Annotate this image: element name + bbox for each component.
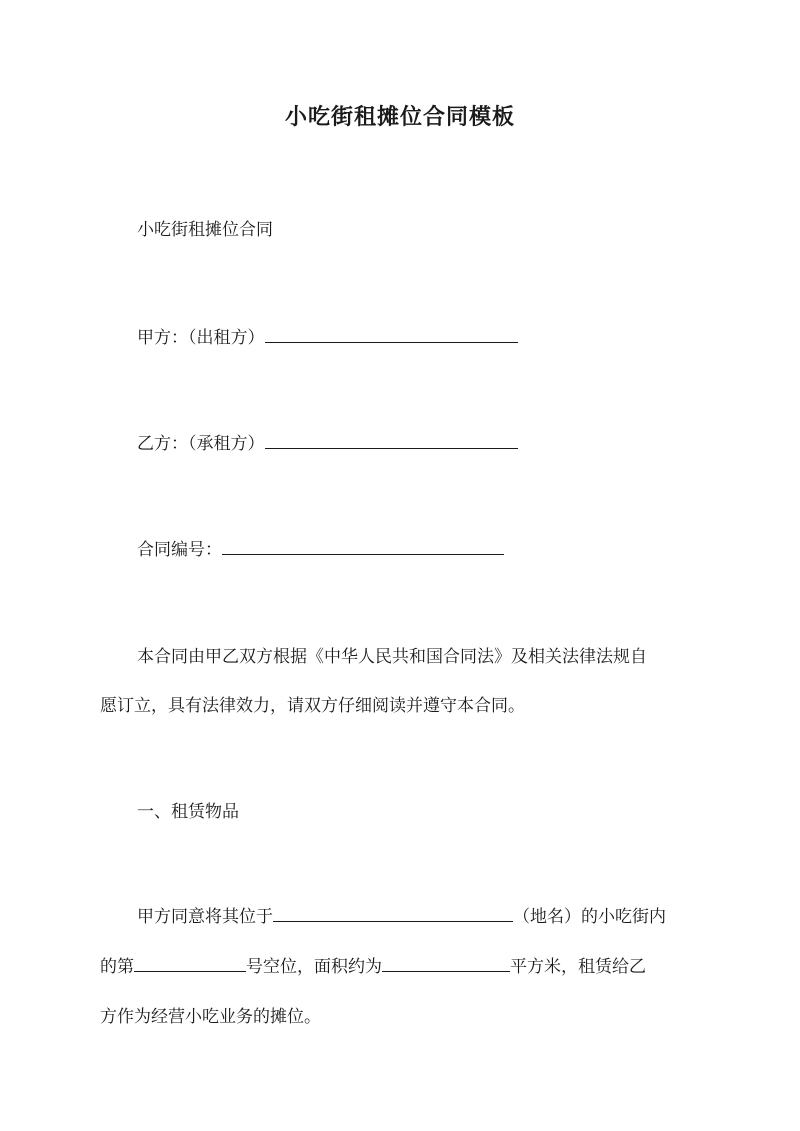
clause-1-text-4: 号空位，面积约为 <box>246 957 382 977</box>
clause-1-line-2 <box>100 955 646 979</box>
contract-number-line <box>137 538 504 562</box>
clause-1-line-1 <box>137 905 666 929</box>
clause-1-line-3 <box>100 1005 321 1029</box>
section-1-heading-text: 一、租赁物品 <box>137 802 239 822</box>
intro-line-2 <box>100 694 525 718</box>
party-b-label: 乙方：（承租方） <box>137 434 265 454</box>
contract-number-label: 合同编号： <box>137 540 222 560</box>
contract-number-blank[interactable] <box>222 538 504 555</box>
party-a-blank[interactable] <box>265 326 518 343</box>
section-1-heading <box>137 800 239 824</box>
contract-subtitle <box>137 218 273 242</box>
intro-line-1 <box>137 645 647 669</box>
clause-1-text-6: 方作为经营小吃业务的摊位。 <box>100 1007 321 1027</box>
location-blank[interactable] <box>273 905 513 922</box>
clause-1-text-5: 平方米，租赁给乙 <box>510 957 646 977</box>
clause-1-text-2: （地名）的小吃街内 <box>513 907 666 927</box>
clause-1-text-3: 的第 <box>100 957 134 977</box>
party-a-label: 甲方：（出租方） <box>137 328 265 348</box>
subtitle-text: 小吃街租摊位合同 <box>137 220 273 240</box>
intro-text-1: 本合同由甲乙双方根据《中华人民共和国合同法》及相关法律法规自 <box>137 647 647 667</box>
stall-number-blank[interactable] <box>134 955 246 972</box>
intro-text-2: 愿订立，具有法律效力，请双方仔细阅读并遵守本合同。 <box>100 696 525 716</box>
clause-1-text-1: 甲方同意将其位于 <box>137 907 273 927</box>
document-title: 小吃街租摊位合同模板 <box>284 104 515 130</box>
party-b-line <box>137 432 518 456</box>
area-blank[interactable] <box>382 955 510 972</box>
party-a-line <box>137 326 518 350</box>
party-b-blank[interactable] <box>265 432 518 449</box>
